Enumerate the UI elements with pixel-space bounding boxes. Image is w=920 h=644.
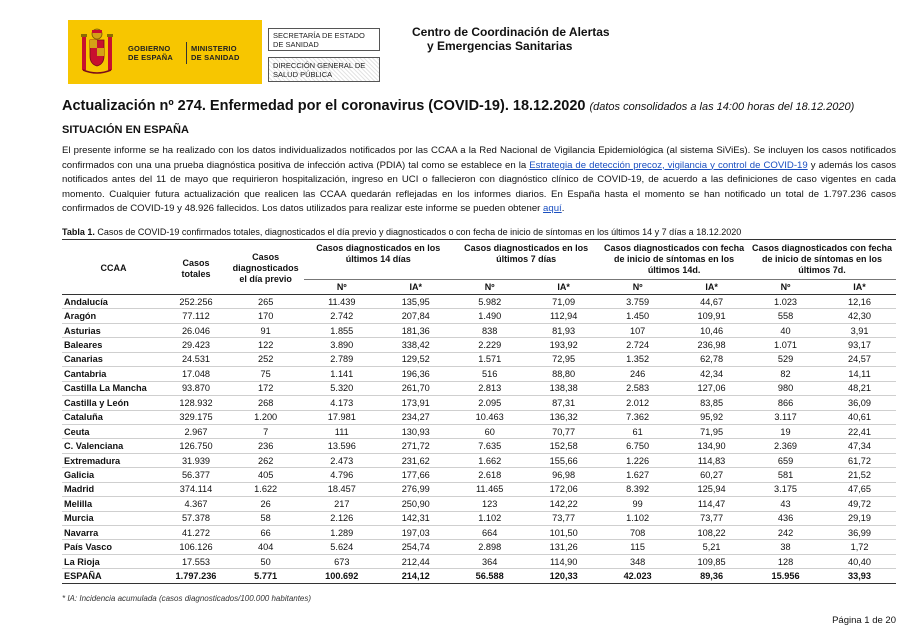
table-cell: 40,40 — [848, 556, 872, 567]
table-cell: 96,98 — [552, 469, 576, 480]
table-cell: 70,77 — [552, 426, 576, 437]
table-cell: 83,85 — [700, 397, 724, 408]
ccaa-name-cell: Asturias — [64, 325, 101, 336]
table-cell: 2.473 — [330, 455, 354, 466]
footnote: * IA: Incidencia acumulada (casos diagnosticados/100.000 habitantes) — [62, 594, 312, 603]
table-cell: 217 — [334, 498, 350, 509]
table-cell: 61 — [632, 426, 643, 437]
table-caption: Tabla 1. Casos de COVID-19 confirmados totales, diagnosticados el día previo y diagnosticados o con fecha de inicio de síntomas en los últimos 14 y 7 días a 18.12.2020 — [62, 227, 742, 237]
table-cell: 44,67 — [700, 296, 724, 307]
table-row — [62, 497, 896, 511]
report-subtitle: (datos consolidados a las 14:00 horas del 18.12.2020) — [589, 101, 855, 113]
header-sint7: Casos diagnosticados con fecha de inicio de síntomas en los últimos 7d. — [751, 243, 893, 275]
table-cell: 348 — [629, 556, 646, 567]
table-cell: 128.932 — [179, 397, 213, 408]
table-cell: 6.750 — [626, 441, 650, 452]
logo-divider — [186, 42, 187, 64]
table-cell: 106.126 — [179, 542, 213, 553]
table-cell: 56.377 — [181, 469, 211, 480]
table-cell: 57.378 — [181, 513, 211, 524]
table-cell: 42,34 — [700, 368, 724, 379]
table-cell: 122 — [258, 340, 274, 351]
table-cell: 1.490 — [478, 311, 502, 322]
table-cell: 664 — [482, 527, 498, 538]
table-cell: 838 — [482, 325, 498, 336]
table-cell: 2.742 — [330, 311, 354, 322]
table-body — [62, 295, 896, 584]
table-cell: 123 — [482, 498, 498, 509]
table-cell: 276,99 — [401, 484, 430, 495]
table-cell: 10.463 — [475, 412, 504, 423]
table-cell: 261,70 — [401, 383, 430, 394]
table-cell: 66 — [260, 527, 271, 538]
ccaa-name-cell: Ceuta — [64, 426, 90, 437]
header-dia-previo: Casos diagnosticados el día previo — [227, 240, 304, 295]
table-cell: 1,72 — [850, 542, 869, 553]
table-row — [62, 424, 896, 438]
table-cell: 252 — [258, 354, 274, 365]
table-cell: 673 — [334, 556, 350, 567]
table-cell: 87,31 — [552, 397, 576, 408]
table-cell: 101,50 — [549, 527, 578, 538]
table-cell: 1.352 — [626, 354, 650, 365]
table-cell: 4.367 — [184, 498, 208, 509]
table-row — [62, 410, 896, 424]
table-cell: 82 — [780, 368, 791, 379]
table-cell: 246 — [629, 368, 646, 379]
table-cell: 114,83 — [697, 455, 726, 466]
table-cell: 14,11 — [848, 368, 871, 379]
table-cell: 1.023 — [774, 296, 798, 307]
cases-table — [62, 239, 896, 584]
table-cell: 1.797.236 — [175, 571, 217, 582]
gov-name: GOBIERNO DE ESPAÑA — [128, 44, 174, 62]
table-cell: 236,98 — [697, 340, 726, 351]
ministry-name: MINISTERIO DE SANIDAD — [191, 44, 240, 62]
table-cell: 214,12 — [401, 571, 430, 582]
table-cell: 17.553 — [181, 556, 211, 567]
table-cell: 125,94 — [697, 484, 726, 495]
ccaa-name-cell: Cataluña — [64, 412, 103, 423]
table-cell: 47,34 — [848, 441, 872, 452]
table-cell: 114,90 — [549, 556, 578, 567]
table-cell: 60,27 — [700, 469, 724, 480]
table-cell: 36,99 — [848, 527, 872, 538]
table-cell: 95,92 — [700, 412, 724, 423]
table-cell: 2.095 — [478, 397, 502, 408]
table-cell: 142,31 — [401, 513, 430, 524]
table-cell: 129,52 — [401, 354, 430, 365]
table-cell: 3,91 — [850, 325, 869, 336]
ccaa-name-cell: Navarra — [64, 527, 99, 538]
table-row — [62, 468, 896, 482]
table-cell: 108,22 — [697, 527, 726, 538]
document-header — [0, 0, 920, 96]
table-cell: 155,66 — [549, 455, 578, 466]
table-cell: 120,33 — [549, 571, 578, 582]
section-title: SITUACIÓN EN ESPAÑA — [62, 124, 189, 136]
table-cell: 71,95 — [700, 426, 724, 437]
ccaa-name-cell: C. Valenciana — [64, 441, 124, 452]
table-cell: 24,57 — [848, 354, 872, 365]
table-cell: 33,93 — [848, 571, 872, 582]
table-cell: 265 — [258, 296, 274, 307]
table-cell: 338,42 — [401, 340, 430, 351]
header-sint14: Casos diagnosticados con fecha de inicio de síntomas en los últimos 14d. — [604, 243, 745, 275]
table-cell: 75 — [260, 368, 271, 379]
table-cell: 1.450 — [626, 311, 650, 322]
table-cell: 41.272 — [181, 527, 211, 538]
table-cell: 19 — [780, 426, 791, 437]
table-cell: 1.141 — [330, 368, 354, 379]
header-ia: IA* — [675, 280, 748, 295]
table-row — [62, 453, 896, 467]
table-cell: 3.175 — [774, 484, 798, 495]
table-cell: 193,92 — [549, 340, 578, 351]
table-cell: 1.627 — [626, 469, 650, 480]
table-cell: 262 — [258, 455, 274, 466]
table-cell: 197,03 — [401, 527, 430, 538]
table-row — [62, 482, 896, 496]
ccaa-name-cell: Murcia — [64, 513, 94, 524]
table-cell: 181,36 — [401, 325, 430, 336]
header-n: Nº — [452, 280, 527, 295]
table-cell: 60 — [484, 426, 495, 437]
table-cell: 50 — [260, 556, 271, 567]
table-cell: 5.320 — [330, 383, 354, 394]
table-cell: 250,90 — [401, 498, 430, 509]
table-cell: 2.229 — [478, 340, 502, 351]
table-cell: 242 — [777, 527, 794, 538]
table-cell: 2.724 — [626, 340, 650, 351]
table-cell: 42.023 — [623, 571, 652, 582]
table-cell: 1.200 — [254, 412, 278, 423]
table-cell: 2.967 — [184, 426, 208, 437]
table-cell: 73,77 — [700, 513, 724, 524]
table-cell: 136,32 — [549, 412, 578, 423]
table-cell: 107 — [629, 325, 646, 336]
ccaes-title: Centro de Coordinación de Alertas y Emergencias Sanitarias — [412, 25, 610, 53]
table-cell: 980 — [777, 383, 794, 394]
header-n: Nº — [600, 280, 675, 295]
table-cell: 2.618 — [478, 469, 502, 480]
table-cell: 2.126 — [330, 513, 354, 524]
table-cell: 42,30 — [848, 311, 872, 322]
table-cell: 177,66 — [401, 469, 430, 480]
table-cell: 2.369 — [774, 441, 798, 452]
page-number: Página 1 de 20 — [832, 615, 896, 626]
table-cell: 196,36 — [401, 368, 430, 379]
table-cell: 93.870 — [181, 383, 211, 394]
header-n: Nº — [304, 280, 379, 295]
table-cell: 40 — [780, 325, 791, 336]
table-cell: 128 — [777, 556, 794, 567]
table-row — [62, 352, 896, 366]
table-cell: 3.117 — [774, 412, 797, 423]
ccaa-name-cell: Andalucía — [64, 296, 108, 307]
table-cell: 31.939 — [181, 455, 211, 466]
table-row — [62, 396, 896, 410]
table-cell: 18.457 — [327, 484, 356, 495]
table-cell: 47,65 — [848, 484, 872, 495]
table-cell: 12,16 — [848, 296, 872, 307]
table-row — [62, 381, 896, 395]
table-cell: 152,58 — [549, 441, 578, 452]
table-cell: 1.102 — [478, 513, 502, 524]
table-cell: 109,85 — [697, 556, 726, 567]
table-cell: 24.531 — [181, 354, 211, 365]
table-cell: 364 — [482, 556, 498, 567]
table-cell: 72,95 — [552, 354, 576, 365]
ccaa-name-cell: País Vasco — [64, 542, 113, 553]
ccaa-name-cell: Aragón — [64, 311, 97, 322]
table-row — [62, 338, 896, 352]
table-cell: 29.423 — [181, 340, 211, 351]
table-cell: 5.624 — [330, 542, 354, 553]
table-cell: 115 — [630, 542, 645, 553]
table-cell: 1.855 — [330, 325, 354, 336]
header-diag14: Casos diagnosticados en los últimos 14 días — [316, 243, 441, 264]
table-cell: 1.226 — [626, 455, 650, 466]
table-row — [62, 554, 896, 568]
table-cell: 2.789 — [330, 354, 354, 365]
table-cell: 100.692 — [325, 571, 359, 582]
table-cell: 374.114 — [179, 484, 213, 495]
intro-paragraph: El presente informe se ha realizado con los datos individualizados notificados por las CCAA a la Red Nacional de Vigilancia Epidemiológica (al sistema SiViEs). Se incluyen los casos notificados confirmados con una una prueba diagnóstica positiva de infección activa (PDIA) tal como se establece en la Estrategia de detección precoz, vigilancia y control de COVID-19 y además los casos notificados antes del 11 de mayo que requirieron hospitalización, ingreso en UCI o fallecieron con diagnóstico clínico de COVID-19, de acuerdo a las definiciones de caso vigentes en cada momento. Cualquier futura actualización que realicen las CCAA quedarán reflejadas en los informes diarios. En España hasta el momento se han notificado un total de 1.797.236 casos confirmados de COVID-19 y 48.926 fallecidos. Los datos utilizados para realizar este informe se pueden obtener aquí. — [62, 145, 897, 214]
ccaa-name-cell: Baleares — [64, 340, 103, 351]
table-cell: 516 — [482, 368, 498, 379]
table-cell: 1.662 — [478, 455, 502, 466]
table-cell: 5,21 — [702, 542, 721, 553]
table-cell: 2.583 — [626, 383, 650, 394]
table-cell: 581 — [777, 469, 794, 480]
table-cell: 2.012 — [626, 397, 650, 408]
table-cell: 127,06 — [697, 383, 726, 394]
table-cell: 135,95 — [401, 296, 430, 307]
table-cell: 99 — [632, 498, 643, 509]
header-ccaa: CCAA — [62, 240, 165, 295]
ccaa-name-cell: Extremadura — [64, 455, 121, 466]
table-cell: 114,47 — [697, 498, 726, 509]
table-cell: 77.112 — [182, 311, 210, 322]
report-title: Actualización nº 274. Enfermedad por el coronavirus (COVID-19). 18.12.2020 (datos consolidados a las 14:00 horas del 18.12.2020) — [62, 98, 855, 114]
table-cell: 3.759 — [626, 296, 650, 307]
table-cell: 7.362 — [626, 412, 650, 423]
table-cell: 11.439 — [328, 296, 356, 307]
header-ia: IA* — [823, 280, 896, 295]
table-cell: 11.465 — [475, 484, 504, 495]
table-cell: 56.588 — [475, 571, 504, 582]
table-row — [62, 309, 896, 323]
table-cell: 134,90 — [697, 441, 726, 452]
table-cell: 49,72 — [848, 498, 872, 509]
table-cell: 38 — [780, 542, 791, 553]
government-logo-block — [68, 20, 262, 84]
table-cell: 1.571 — [478, 354, 502, 365]
table-cell: 172,06 — [549, 484, 578, 495]
table-cell: 26 — [260, 498, 271, 509]
ccaa-name-cell: Cantabria — [64, 368, 107, 379]
table-cell: 142,22 — [549, 498, 578, 509]
table-cell: 173,91 — [401, 397, 430, 408]
table-cell: 8.392 — [626, 484, 650, 495]
header-totales: Casos totales — [165, 240, 227, 295]
table-cell: 22,41 — [848, 426, 872, 437]
table-cell: 112,94 — [549, 311, 578, 322]
table-cell: 234,27 — [401, 412, 430, 423]
table-cell: 404 — [258, 542, 274, 553]
table-cell: 1.102 — [626, 513, 650, 524]
table-row — [62, 323, 896, 337]
table-cell: 73,77 — [552, 513, 576, 524]
table-cell: 1.289 — [330, 527, 354, 538]
ccaa-name-cell: Madrid — [64, 484, 95, 495]
table-total-row — [62, 569, 896, 583]
coat-of-arms-icon — [78, 26, 116, 78]
table-cell: 126.750 — [179, 441, 213, 452]
table-cell: 130,93 — [401, 426, 430, 437]
table-cell: 212,44 — [401, 556, 430, 567]
table-cell: 4.173 — [330, 397, 354, 408]
table-cell: 10,46 — [700, 325, 724, 336]
ccaa-name-cell: Castilla y León — [64, 397, 129, 408]
table-cell: 88,80 — [552, 368, 576, 379]
table-cell: 4.796 — [330, 469, 354, 480]
table-cell: 2.898 — [478, 542, 502, 553]
table-cell: 89,36 — [700, 571, 724, 582]
table-header-row — [62, 240, 896, 280]
table-cell: 26.046 — [181, 325, 211, 336]
header-diag7: Casos diagnosticados en los últimos 7 días — [464, 243, 589, 264]
table-cell: 71,09 — [552, 296, 576, 307]
table-cell: 17.048 — [181, 368, 211, 379]
table-cell: 40,61 — [848, 412, 872, 423]
ccaa-name-cell: ESPAÑA — [64, 571, 102, 582]
ccaa-name-cell: Castilla La Mancha — [64, 383, 147, 394]
table-cell: 5.982 — [478, 296, 502, 307]
table-row — [62, 295, 896, 309]
table-cell: 43 — [780, 498, 791, 509]
table-cell: 236 — [258, 441, 274, 452]
strategy-link[interactable]: Estrategia de detección precoz, vigilancia y control de COVID-19 — [529, 159, 808, 171]
secretaria-box: SECRETARÍA DE ESTADO DE SANIDAD — [268, 28, 380, 51]
table-cell: 36,09 — [848, 397, 872, 408]
table-cell: 268 — [258, 397, 274, 408]
table-row — [62, 439, 896, 453]
table-cell: 252.256 — [179, 296, 213, 307]
table-cell: 109,91 — [697, 311, 726, 322]
table-cell: 15.956 — [771, 571, 800, 582]
table-cell: 659 — [777, 455, 794, 466]
table-cell: 111 — [334, 426, 349, 437]
table-cell: 529 — [777, 354, 794, 365]
table-cell: 48,21 — [848, 383, 872, 394]
table-cell: 207,84 — [401, 311, 430, 322]
ccaa-name-cell: La Rioja — [64, 556, 100, 567]
ccaa-name-cell: Melilla — [64, 498, 93, 509]
table-cell: 81,93 — [552, 325, 576, 336]
header-ia: IA* — [379, 280, 452, 295]
table-cell: 58 — [260, 513, 271, 524]
table-cell: 2.813 — [478, 383, 502, 394]
table-cell: 13.596 — [327, 441, 356, 452]
table-cell: 91 — [260, 325, 271, 336]
table-cell: 29,19 — [848, 513, 872, 524]
table-cell: 131,26 — [549, 542, 578, 553]
table-cell: 271,72 — [401, 441, 430, 452]
table-cell: 254,74 — [401, 542, 430, 553]
table-cell: 558 — [777, 311, 794, 322]
table-cell: 7.635 — [478, 441, 502, 452]
table-cell: 61,72 — [848, 455, 872, 466]
table-row — [62, 511, 896, 525]
table-cell: 93,17 — [848, 340, 872, 351]
table-cell: 866 — [777, 397, 794, 408]
ccaa-name-cell: Canarias — [64, 354, 103, 365]
table-cell: 231,62 — [401, 455, 430, 466]
table-cell: 170 — [258, 311, 274, 322]
header-ia: IA* — [527, 280, 600, 295]
table-row — [62, 526, 896, 540]
data-download-link[interactable]: aquí — [543, 203, 562, 214]
table-cell: 708 — [629, 527, 646, 538]
table-cell: 405 — [258, 469, 274, 480]
table-cell: 3.890 — [330, 340, 354, 351]
table-cell: 172 — [258, 383, 274, 394]
table-row — [62, 540, 896, 554]
header-n: Nº — [748, 280, 823, 295]
table-cell: 1.622 — [254, 484, 278, 495]
table-cell: 21,52 — [848, 469, 872, 480]
table-row — [62, 367, 896, 381]
table-cell: 17.981 — [327, 412, 356, 423]
table-cell: 1.071 — [774, 340, 798, 351]
ccaa-name-cell: Galicia — [64, 469, 95, 480]
table-cell: 138,38 — [549, 383, 578, 394]
table-cell: 7 — [263, 426, 269, 437]
table-cell: 5.771 — [254, 571, 278, 582]
table-cell: 62,78 — [700, 354, 724, 365]
direccion-box: DIRECCIÓN GENERAL DE SALUD PÚBLICA — [268, 57, 380, 82]
table-cell: 329.175 — [179, 412, 213, 423]
table-cell: 436 — [777, 513, 794, 524]
